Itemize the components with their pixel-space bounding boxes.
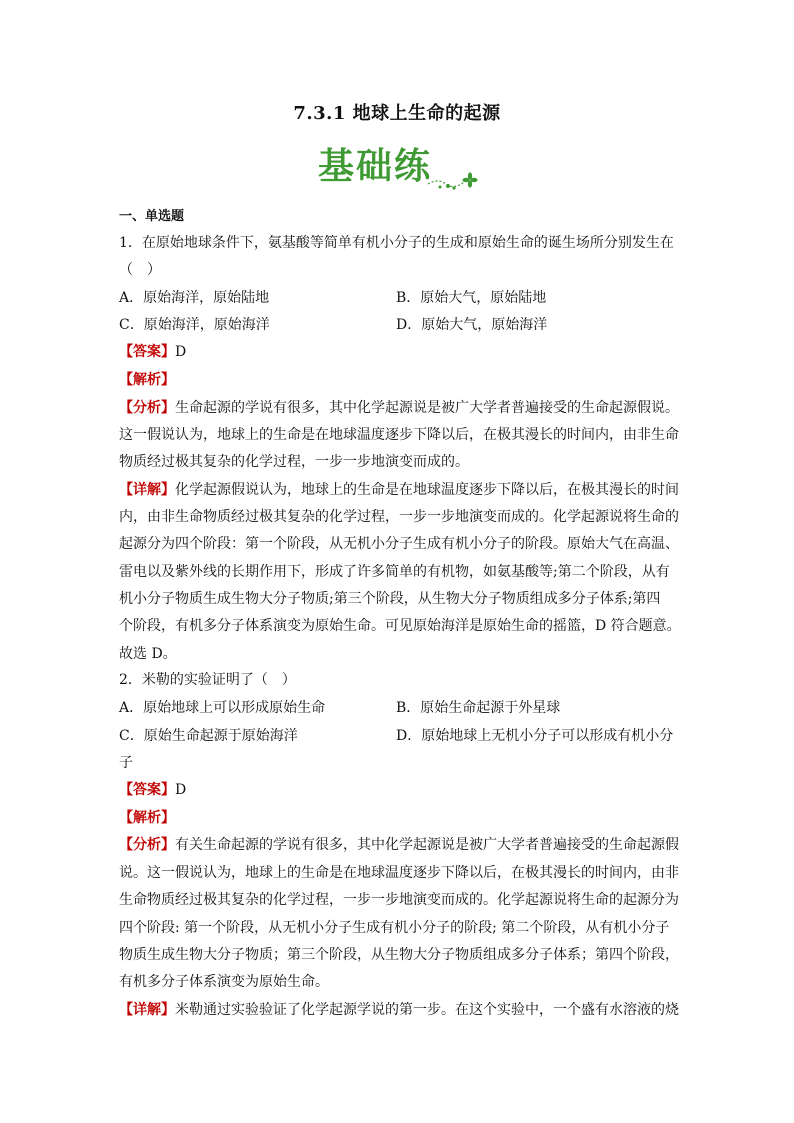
q1-option-d: D．原始大气，原始海洋 bbox=[396, 317, 548, 333]
q2-xiangjie-line1 bbox=[119, 1000, 679, 1020]
q2-fenxi-line4: 四个阶段: 第一个阶段，从无机小分子生成有机小分子的阶段; 第二个阶段，从有机小分子 bbox=[119, 920, 670, 936]
vine-decoration-icon bbox=[426, 170, 482, 192]
fenxi-text: 有关生命起源的学说有很多，其中化学起源说是被广大学者普遍接受的生命起源假 bbox=[175, 837, 679, 853]
q2-fenxi-line5: 物质生成生物大分子物质；第三个阶段，从生物大分子物质组成多分子体系；第四个阶段， bbox=[119, 947, 679, 963]
answer-value: D bbox=[175, 344, 187, 360]
q1-stem-line1: 1．在原始地球条件下，氨基酸等简单有机小分子的生成和原始生命的诞生场所分别发生在 bbox=[119, 235, 674, 251]
q2-option-d-wrap: 子 bbox=[119, 755, 133, 771]
q1-xiangjie-line4: 雷电以及紫外线的长期作用下，形成了许多简单的有机物，如氨基酸等;第二个阶段，从有 bbox=[119, 564, 670, 580]
q2-fenxi-line2: 说。这一假说认为，地球上的生命是在地球温度逐步下降以后，在极其漫长的时间内，由非 bbox=[119, 865, 679, 881]
basic-practice-logo bbox=[318, 146, 478, 194]
q1-fenxi-line1 bbox=[119, 398, 679, 418]
q1-answer bbox=[119, 342, 186, 362]
q1-xiangjie-line7: 故选 D。 bbox=[119, 646, 177, 662]
q1-fenxi-line2: 这一假说认为，地球上的生命是在地球温度逐步下降以后，在极其漫长的时间内，由非生命 bbox=[119, 427, 679, 443]
section-heading: 一、单选题 bbox=[119, 209, 185, 224]
xiangjie-text: 化学起源假说认为，地球上的生命是在地球温度逐步下降以后，在极其漫长的时间 bbox=[175, 482, 679, 498]
q2-fenxi-line1 bbox=[119, 835, 679, 855]
q2-option-c: C．原始生命起源于原始海洋 bbox=[119, 728, 298, 744]
fenxi-tag: 【分析】 bbox=[119, 837, 175, 853]
q2-stem: 2．米勒的实验证明了（ ） bbox=[119, 672, 296, 688]
q1-stem-line2: （ ） bbox=[119, 262, 161, 278]
q2-option-d: D．原始地球上无机小分子可以形成有机小分 bbox=[396, 728, 674, 744]
q2-analysis-heading: 【解析】 bbox=[119, 810, 175, 826]
page-title: 7.3.1 地球上生命的起源 bbox=[293, 103, 501, 124]
fenxi-text: 生命起源的学说有很多，其中化学起源说是被广大学者普遍接受的生命起源假说。 bbox=[175, 400, 679, 416]
xiangjie-tag: 【详解】 bbox=[119, 482, 175, 498]
answer-tag: 【答案】 bbox=[119, 782, 175, 798]
answer-value: D bbox=[175, 782, 187, 798]
logo-text: 基础练 bbox=[318, 146, 433, 187]
q1-xiangjie-line1 bbox=[119, 480, 679, 500]
q1-xiangjie-line5: 机小分子物质生成生物大分子物质;第三个阶段，从生物大分子物质组成多分子体系;第四 bbox=[119, 591, 661, 607]
q1-option-c: C．原始海洋，原始海洋 bbox=[119, 317, 270, 333]
q2-fenxi-line6: 有机多分子体系演变为原始生命。 bbox=[119, 974, 329, 990]
q1-xiangjie-line2: 内，由非生命物质经过极其复杂的化学过程，一步一步地演变而成的。化学起源说将生命的 bbox=[119, 509, 679, 525]
answer-tag: 【答案】 bbox=[119, 344, 175, 360]
fenxi-tag: 【分析】 bbox=[119, 400, 175, 416]
xiangjie-text: 米勒通过实验验证了化学起源学说的第一步。在这个实验中，一个盛有水溶液的烧 bbox=[175, 1002, 679, 1018]
q1-option-b: B．原始大气，原始陆地 bbox=[396, 290, 547, 306]
q1-option-a: A．原始海洋，原始陆地 bbox=[119, 290, 270, 306]
q1-fenxi-line3: 物质经过极其复杂的化学过程，一步一步地演变而成的。 bbox=[119, 454, 469, 470]
q2-option-a: A．原始地球上可以形成原始生命 bbox=[119, 700, 326, 716]
q2-answer bbox=[119, 780, 186, 800]
q1-analysis-heading: 【解析】 bbox=[119, 372, 175, 388]
q1-xiangjie-line6: 个阶段，有机多分子体系演变为原始生命。可见原始海洋是原始生命的摇篮，D 符合题意。 bbox=[119, 618, 681, 634]
q2-option-b: B．原始生命起源于外星球 bbox=[396, 700, 561, 716]
q1-xiangjie-line3: 起源分为四个阶段：第一个阶段，从无机小分子生成有机小分子的阶段。原始大气在高温、 bbox=[119, 536, 679, 552]
q2-fenxi-line3: 生命物质经过极其复杂的化学过程，一步一步地演变而成的。化学起源说将生命的起源分为 bbox=[119, 892, 679, 908]
xiangjie-tag: 【详解】 bbox=[119, 1002, 175, 1018]
